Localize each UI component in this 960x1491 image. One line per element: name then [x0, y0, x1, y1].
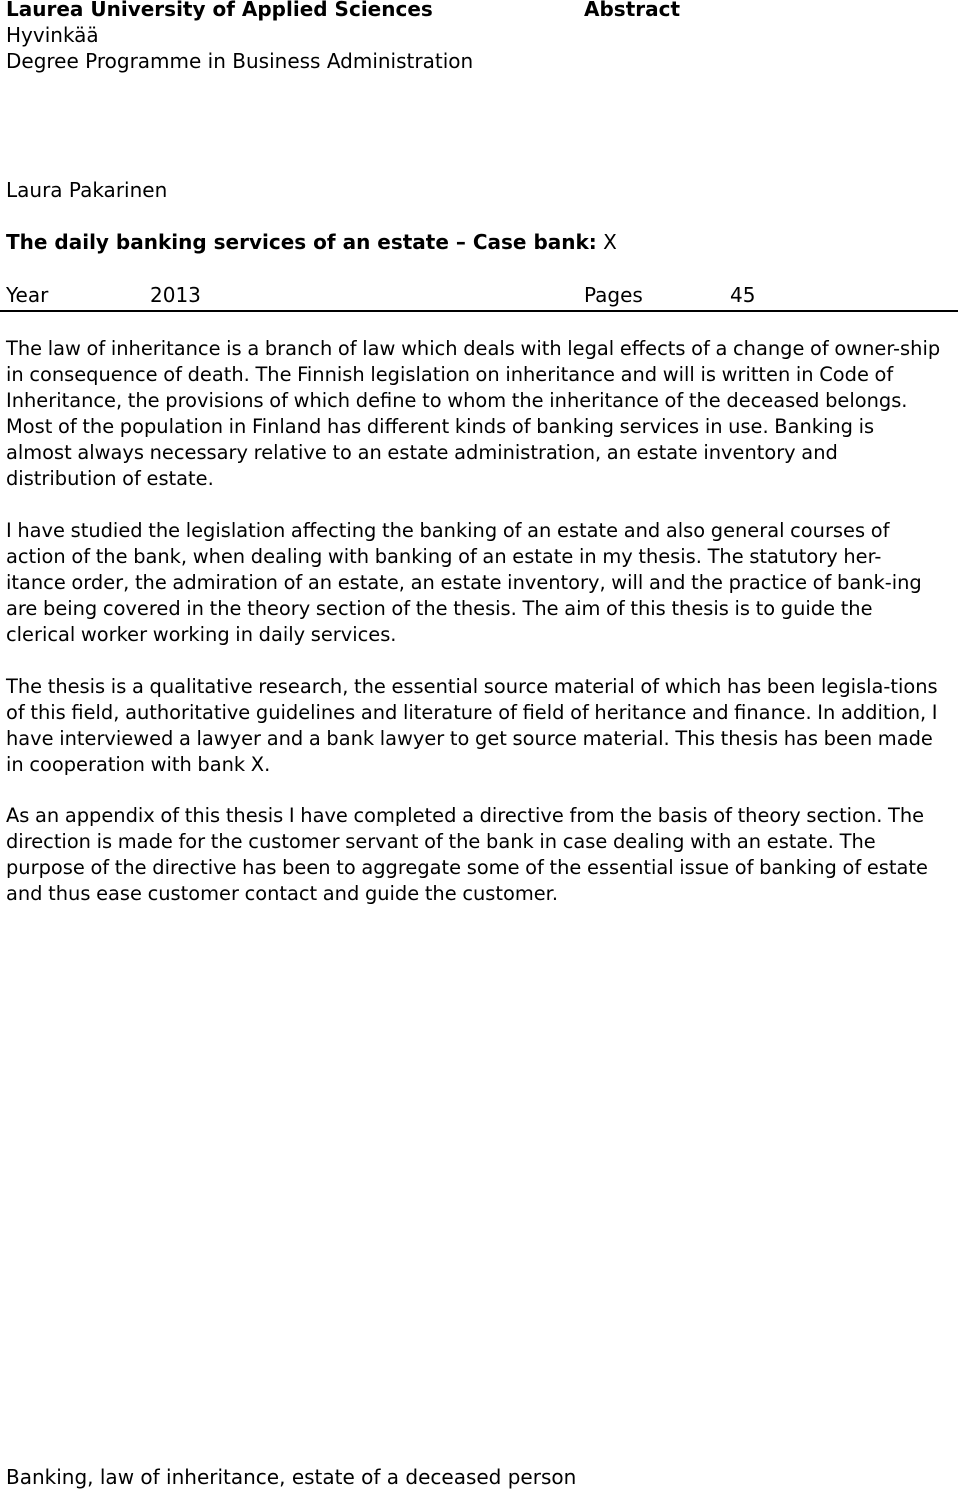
document-type-label: Abstract — [584, 0, 681, 21]
degree-programme: Degree Programme in Business Administration — [6, 49, 474, 73]
institution-name: Laurea University of Applied Sciences — [6, 0, 433, 21]
author-name: Laura Pakarinen — [6, 178, 168, 202]
abstract-paragraph-4: As an appendix of this thesis I have completed a directive from the basis of theory section. The direction is made for the customer servant of the bank in case dealing with an estate. The purpose of the directive has been to aggregate some of the essential issue of banking of estate and thus ease customer contact and guide the customer. — [6, 804, 928, 905]
thesis-title — [6, 229, 617, 255]
abstract-paragraph-2: I have studied the legislation affecting the banking of an estate and also general courses of action of the bank, when dealing with banking of an estate in my thesis. The statutory her-itance order, the admiration of an estate, an estate inventory, will and the practice of bank-ing are being covered in the theory section of the thesis. The aim of this thesis is to guide the clerical worker working in daily services. — [6, 519, 922, 646]
header-divider — [0, 310, 958, 312]
year-value: 2013 — [150, 283, 201, 307]
thesis-title-main: The daily banking services of an estate – Case bank: — [6, 230, 597, 254]
year-label: Year — [6, 283, 49, 307]
campus-name: Hyvinkää — [6, 23, 99, 47]
abstract-paragraph-3: The thesis is a qualitative research, the essential source material of which has been legisla-tions of this field, authoritative guidelines and literature of field of heritance and finance. In addition, I have interviewed a lawyer and a bank lawyer to get source material. This thesis has been made in cooperation with bank X. — [6, 675, 938, 776]
keywords: Banking, law of inheritance, estate of a deceased person — [6, 1465, 577, 1489]
thesis-title-suffix: X — [596, 230, 617, 254]
pages-label: Pages — [584, 283, 643, 307]
pages-value: 45 — [730, 283, 756, 307]
abstract-paragraph-1: The law of inheritance is a branch of law which deals with legal effects of a change of owner-ship in consequence of death. The Finnish legislation on inheritance and will is written in Code of Inheritance, the provisions of which define to whom the inheritance of the deceased belongs. Most of the population in Finland has different kinds of banking services in use. Banking is almost always necessary relative to an estate administration, an estate inventory and distribution of estate. — [6, 337, 941, 490]
